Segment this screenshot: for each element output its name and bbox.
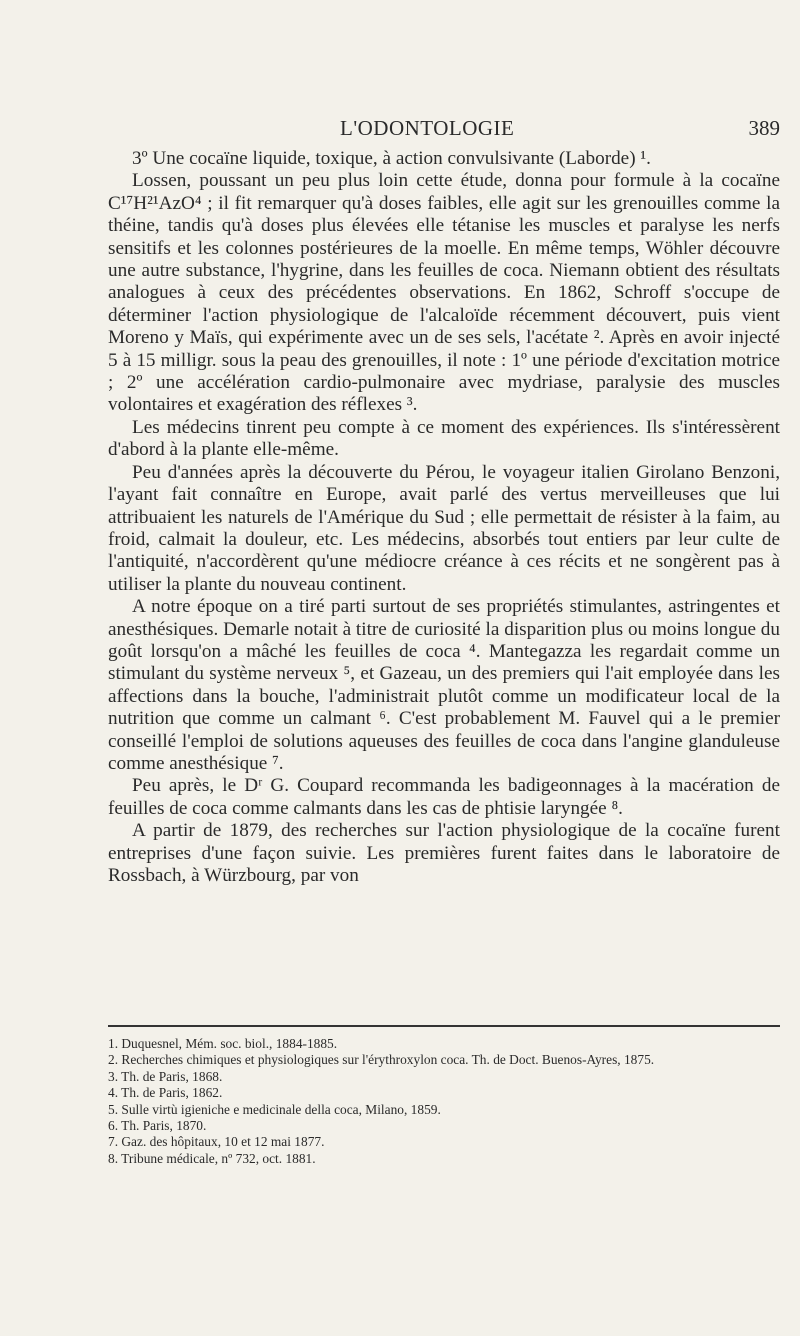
paragraph: Lossen, poussant un peu plus loin cette étude, donna pour formule à la cocaïne C¹⁷H²¹AzO⁴ ; il fit remarquer qu'à doses faibles, elle agit sur les grenouilles comme la théine, tandis qu'à doses plus élevées elle tétanise les muscles et paralyse les nerfs sensitifs et les colonnes postérieures de la moelle. En même temps, Wöhler découvre une autre substance, l'hygrine, dans les feuilles de coca. Niemann obtient des résultats analogues à ceux des précédentes observations. En 1862, Schroff s'occupe de déterminer l'action physiologique de l'alcaloïde récemment découvert, puis vient Moreno y Maïs, qui expérimente avec un de ses sels, l'acétate ². Après en avoir injecté 5 à 15 milligr. sous la peau des grenouilles, il note : 1º une période d'excitation motrice ; 2º une accélération cardio-pulmonaire avec mydriase, paralysie des muscles volontaires et exagération des réflexes ³.: [108, 170, 780, 416]
footnote: 7. Gaz. des hôpitaux, 10 et 12 mai 1877.: [108, 1134, 325, 1150]
paragraph: Peu d'années après la découverte du Pérou, le voyageur italien Girolano Benzoni, l'ayant fait connaître en Europe, avait parlé des vertus merveilleuses que lui attribuaient les naturels de l'Amérique du Sud ; elle permettait de résister à la faim, au froid, calmait la douleur, etc. Les médecins, absorbés tout entiers par leur culte de l'antiquité, n'accordèrent qu'une médiocre créance à ces récits et ne songèrent pas à utiliser la plante du nouveau continent.: [108, 461, 780, 595]
page-header: [108, 116, 780, 144]
footnote: 8. Tribune médicale, nº 732, oct. 1881.: [108, 1150, 316, 1166]
footnote: 3. Th. de Paris, 1868.: [108, 1068, 223, 1084]
paragraph: A partir de 1879, des recherches sur l'action physiologique de la cocaïne furent entreprises d'une façon suivie. Les premières furent faites dans le laboratoire de Rossbach, à Würzbourg, par von: [108, 820, 780, 886]
paragraph: Peu après, le Dʳ G. Coupard recommanda les badigeonnages à la macération de feuilles de coca comme calmants dans les cas de phtisie laryngée ⁸.: [108, 775, 780, 819]
footnote: 1. Duquesnel, Mém. soc. biol., 1884-1885.: [108, 1036, 338, 1051]
page-number: 389: [748, 116, 780, 140]
paragraph: Les médecins tinrent peu compte à ce moment des expériences. Ils s'intéressèrent d'abord à la plante elle-même.: [108, 416, 780, 461]
running-title: L'ODONTOLOGIE: [340, 116, 515, 140]
body-text: [108, 148, 780, 887]
paragraph: A notre époque on a tiré parti surtout de ses propriétés stimulantes, astringentes et anesthésiques. Demarle notait à titre de curiosité la disparition plus ou moins longue du goût lorsqu'on a mâché les feuilles de coca ⁴. Mantegazza les regardait comme un stimulant du système nerveux ⁵, et Gazeau, un des premiers qui l'ait employée dans les affections dans la bouche, l'administrait plutôt comme un modificateur local de la nutrition que comme un calmant ⁶. C'est probablement M. Fauvel qui a le premier conseillé l'emploi de solutions aqueuses des feuilles de coca dans l'angine glanduleuse comme anesthésique ⁷.: [108, 596, 780, 774]
footnote: 4. Th. de Paris, 1862.: [108, 1085, 223, 1101]
footnote: 5. Sulle virtù igieniche e medicinale della coca, Milano, 1859.: [108, 1101, 441, 1117]
footnote: 6. Th. Paris, 1870.: [108, 1118, 207, 1134]
footnotes: [108, 1036, 780, 1167]
footnote-divider: [108, 1025, 780, 1027]
footnote: 2. Recherches chimiques et physiologiques sur l'érythroxylon coca. Th. de Doct. Buenos-Ayres, 1875.: [108, 1052, 655, 1068]
paragraph: 3º Une cocaïne liquide, toxique, à action convulsivante (Laborde) ¹.: [132, 148, 651, 169]
